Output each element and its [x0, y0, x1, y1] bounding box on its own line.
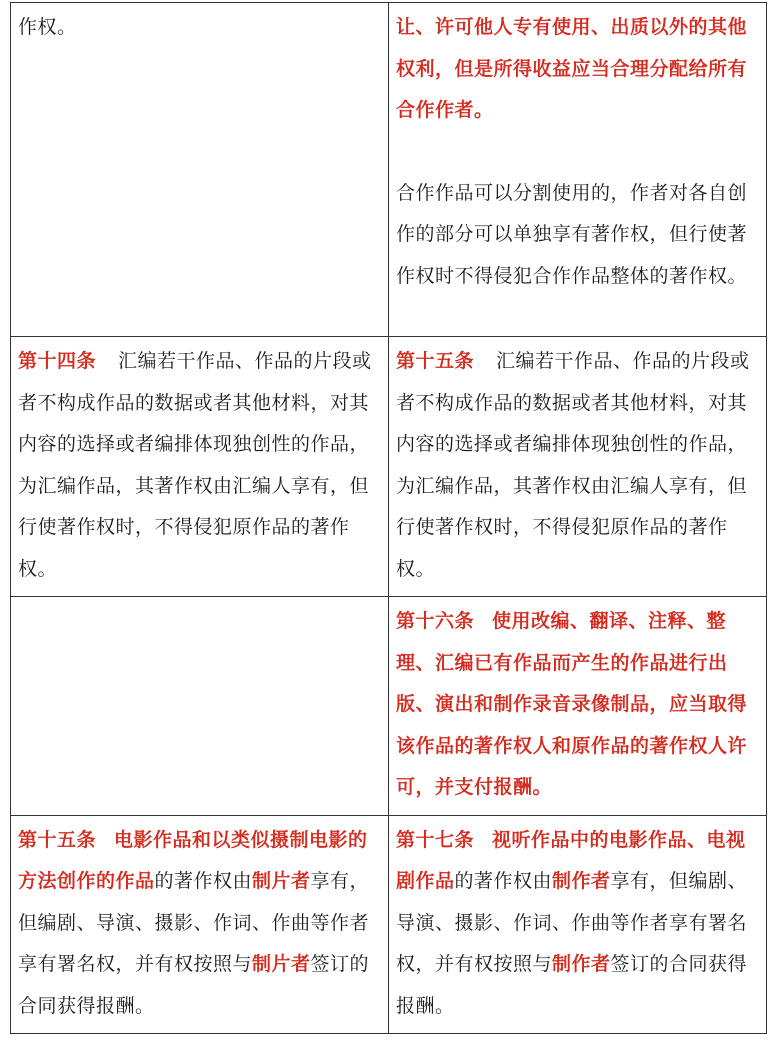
- old-law-paragraph: [18, 341, 382, 590]
- highlight-term: 制片者: [252, 953, 311, 975]
- article-text: 签订的合同获得报酬。: [396, 953, 748, 1017]
- new-law-text: 合作作品可以分割使用的，作者对各自创作的部分可以单独享有著作权，但行使著作权时不得侵犯合作作品整体的著作权。: [396, 181, 748, 287]
- old-law-paragraph: [18, 820, 382, 1028]
- old-law-text: 作权。: [18, 16, 77, 38]
- article-number: 第十五条: [18, 828, 97, 851]
- highlight-term: 制片者: [252, 870, 311, 892]
- table-row: [11, 597, 767, 816]
- table-row: [11, 815, 767, 1034]
- article-text: 签订的合同获得报酬。: [18, 953, 370, 1017]
- article-number: 第十六条: [396, 610, 475, 632]
- new-law-cell: [389, 3, 767, 337]
- new-law-paragraph: [396, 820, 760, 1028]
- highlight-term: 制作者: [552, 953, 611, 975]
- law-comparison-table: [10, 2, 767, 1034]
- article-text: 的著作权由: [454, 870, 553, 892]
- new-law-cell: [389, 815, 767, 1034]
- old-law-cell-empty: [11, 597, 389, 816]
- table-row: [11, 3, 767, 337]
- old-law-cell: [11, 815, 389, 1034]
- new-law-cell: [389, 597, 767, 816]
- new-law-paragraph: [396, 601, 760, 809]
- article-text: 汇编若干作品、作品的片段或者不构成作品的数据或者其他材料，对其内容的选择或者编排体现独创性的作品，为汇编作品，其著作权由汇编人享有，但行使著作权时，不得侵犯原作品的著作权。: [18, 350, 372, 580]
- article-text: 使用改编、翻译、注释、整理、汇编已有作品而产生的作品进行出版、演出和制作录音录像制品，应当取得该作品的著作权人和原作品的著作权人许可，并支付报酬。: [396, 610, 748, 798]
- new-law-highlight-text: 让、许可他人专有使用、出质以外的其他权利，但是所得收益应当合理分配给所有合作作者。: [396, 16, 748, 121]
- highlight-term: 电影作品和以类似摄制电影的方法创作的作品: [18, 828, 368, 892]
- old-law-cell: [11, 3, 389, 337]
- article-text: 汇编若干作品、作品的片段或者不构成作品的数据或者其他材料，对其内容的选择或者编排体现独创性的作品，为汇编作品，其著作权由汇编人享有，但行使著作权时，不得侵犯原作品的著作权。: [396, 350, 750, 580]
- new-law-paragraph: [396, 341, 760, 590]
- article-number: 第十七条: [396, 828, 475, 851]
- article-number: 第十四条: [18, 350, 97, 372]
- highlight-term: 视听作品中的电影作品、电视剧作品: [396, 828, 746, 892]
- paragraph-gap: [396, 132, 760, 173]
- article-text: 的著作权由: [154, 870, 253, 892]
- table-row: [11, 337, 767, 597]
- old-law-cell: [11, 337, 389, 597]
- article-text: 享有，但编剧、导演、摄影、作词、作曲等作者享有署名权，并有权按照与: [396, 870, 748, 975]
- article-text: 享有，但编剧、导演、摄影、作词、作曲等作者享有署名权，并有权按照与: [18, 870, 370, 975]
- new-law-cell: [389, 337, 767, 597]
- highlight-term: 制作者: [552, 870, 611, 892]
- article-number: 第十五条: [396, 350, 475, 372]
